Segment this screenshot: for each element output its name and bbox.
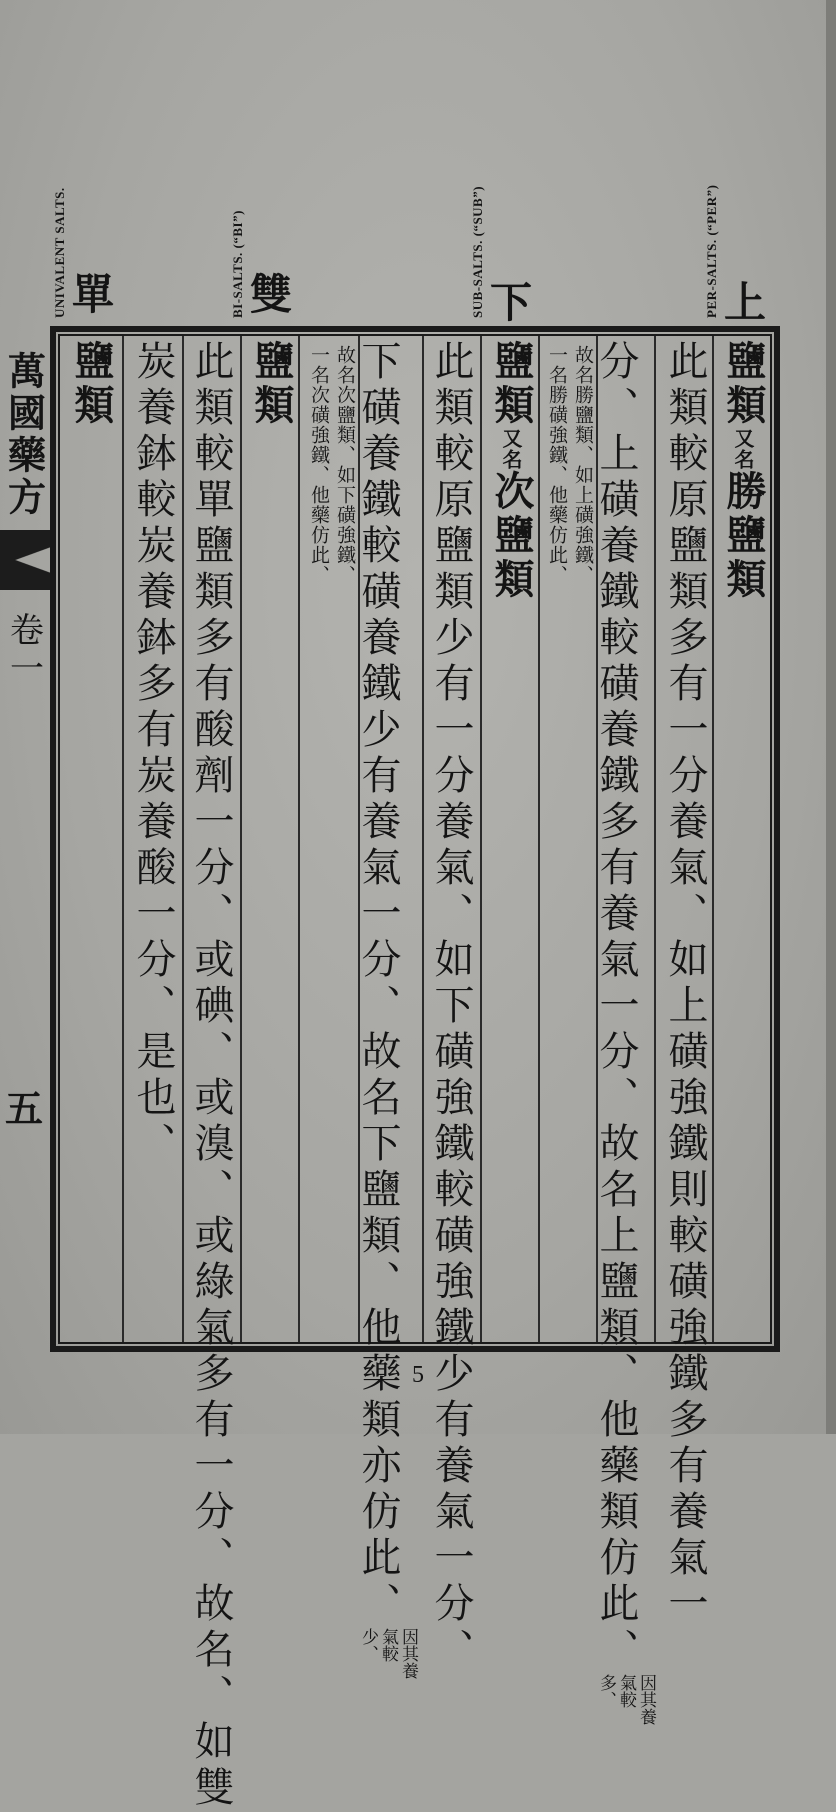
text-column-2: 此類較原鹽類多有一分養氣、如上磺強鐵則較磺強鐵多有養氣一 [662, 340, 708, 1628]
text-column-7-note: 因其養氣較少、 [358, 1628, 418, 1679]
header-per-english: PER-SALTS. (“PER”) [704, 184, 719, 318]
heading-sub-alt: 次鹽類 [488, 470, 535, 602]
note-column-8-line-1: 故名次鹽類、如下磺強鐵、 [334, 345, 356, 585]
heading-bi-salts: 鹽類 [248, 340, 295, 428]
text-column-3-note: 因其養氣較多、 [596, 1674, 656, 1725]
header-uni-english: UNIVALENT SALTS. [52, 187, 67, 318]
heading-univalent-salts: 鹽類 [68, 340, 115, 428]
header-uni-char: 單 [72, 270, 115, 319]
heading-sub-aka: 又名 [499, 428, 523, 470]
note-column-4-line-1: 故名勝鹽類、如上磺強鐵、 [572, 345, 594, 585]
fishtail-mark [0, 530, 50, 590]
page-edge-shadow [826, 0, 836, 1434]
heading-per-main: 鹽類 [720, 340, 767, 428]
volume-label: 卷一 [3, 612, 44, 688]
text-column-7-body: 下磺養鐵較磺養鐵少有養氣一分、故名下鹽類、他藥類亦仿此、 [355, 340, 401, 1628]
header-bi-english: BI-SALTS. (“BI”) [230, 210, 245, 318]
heading-sub-salts [484, 340, 540, 1340]
note-column-4 [540, 345, 596, 585]
heading-per-alt: 勝鹽類 [720, 470, 767, 602]
note-column-8 [302, 345, 358, 585]
text-column-7 [355, 340, 418, 1679]
text-column-6: 此類較原鹽類少有一分養氣、如下磺強鐵較磺強鐵少有養氣一分、 [428, 340, 474, 1674]
column-rule [240, 336, 242, 1342]
text-column-11: 炭養鉢較炭養鉢多有炭養酸一分、是也、 [130, 340, 176, 1168]
heading-per-salts [716, 340, 772, 1340]
text-column-3 [593, 340, 656, 1725]
note-column-4-line-2: 一名勝磺強鐵、他藥仿此、 [546, 345, 568, 585]
header-bi-char: 雙 [250, 270, 293, 319]
book-title: 萬國藥方 [1, 351, 47, 519]
page-number: 5 [412, 1362, 424, 1388]
text-column-3-body: 分、上磺養鐵較磺養鐵多有養氣一分、故名上鹽類、他藥類仿此、 [593, 340, 639, 1674]
heading-sub-main: 鹽類 [488, 340, 535, 428]
header-sub-english: SUB-SALTS. (“SUB”) [470, 185, 485, 318]
text-column-10: 此類較單鹽類多有酸劑一分、或碘、或溴、或綠氣多有一分、故名、如雙 [188, 340, 234, 1812]
margin-page-char: 五 [4, 1086, 43, 1131]
note-column-8-line-2: 一名次磺強鐵、他藥仿此、 [308, 345, 330, 585]
header-per-char: 上 [724, 278, 767, 327]
heading-per-aka: 又名 [731, 428, 755, 470]
header-sub-char: 下 [490, 278, 533, 327]
